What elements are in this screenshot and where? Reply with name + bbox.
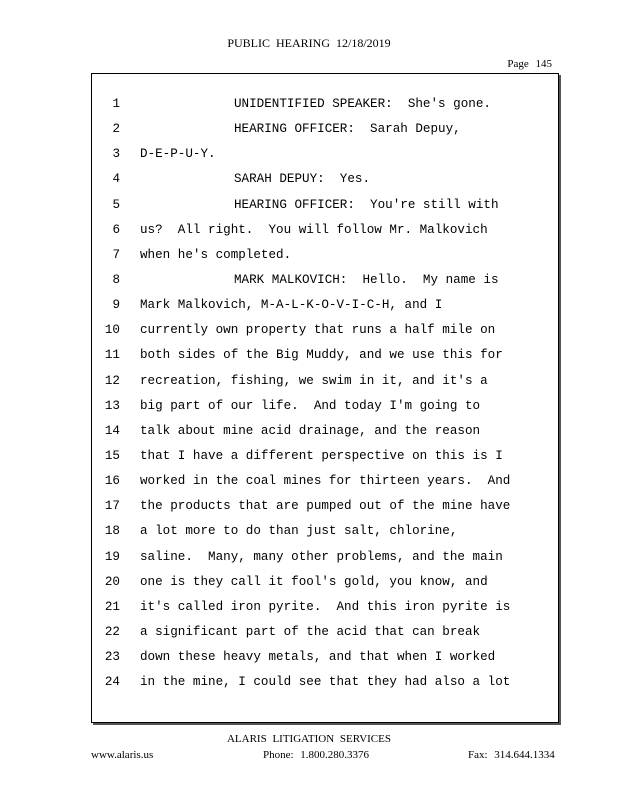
line-text: when he's completed. <box>140 247 292 262</box>
transcript-line <box>92 142 558 167</box>
line-number: 24 <box>104 675 120 690</box>
transcript-line <box>92 394 558 419</box>
line-text: one is they call it fool's gold, you know, and <box>140 574 488 589</box>
transcript-line <box>92 318 558 343</box>
footer-website: www.alaris.us <box>91 749 154 761</box>
line-text: Mark Malkovich, M-A-L-K-O-V-I-C-H, and I <box>140 298 443 313</box>
transcript-line <box>92 444 558 469</box>
line-text: talk about mine acid drainage, and the reason <box>140 423 481 438</box>
line-number: 12 <box>104 373 120 388</box>
line-number: 13 <box>104 398 120 413</box>
line-number: 4 <box>112 172 120 187</box>
line-text: a lot more to do than just salt, chlorine, <box>140 524 458 539</box>
line-number: 15 <box>104 448 120 463</box>
line-text: HEARING OFFICER: Sarah Depuy, <box>234 122 461 137</box>
line-text: that I have a different perspective on this is I <box>140 448 503 463</box>
line-number: 20 <box>104 574 120 589</box>
transcript-line <box>92 645 558 670</box>
line-number: 22 <box>104 624 120 639</box>
line-text: us? All right. You will follow Mr. Malkovich <box>140 222 488 237</box>
transcript-line <box>92 519 558 544</box>
transcript-line <box>92 620 558 645</box>
line-text: saline. Many, many other problems, and the main <box>140 549 503 564</box>
line-text: MARK MALKOVICH: Hello. My name is <box>234 272 499 287</box>
transcript-line <box>92 670 558 695</box>
line-text: in the mine, I could see that they had also a lot <box>140 675 511 690</box>
transcript-line <box>92 193 558 218</box>
line-text: currently own property that runs a half mile on <box>140 323 496 338</box>
header-title: PUBLIC HEARING 12/18/2019 <box>227 36 391 50</box>
line-number: 7 <box>112 247 120 262</box>
line-number: 14 <box>104 423 120 438</box>
line-number: 9 <box>112 298 120 313</box>
line-number: 21 <box>104 599 120 614</box>
line-number: 11 <box>104 348 120 363</box>
line-text: it's called iron pyrite. And this iron pyrite is <box>140 599 511 614</box>
footer-company: ALARIS LITIGATION SERVICES <box>226 733 391 745</box>
line-text: big part of our life. And today I'm going to <box>140 398 481 413</box>
line-number: 23 <box>104 650 120 665</box>
transcript-line <box>92 343 558 368</box>
line-text: a significant part of the acid that can break <box>140 624 481 639</box>
line-text: both sides of the Big Muddy, and we use this for <box>140 348 503 363</box>
line-number: 17 <box>104 499 120 514</box>
transcript-line <box>92 218 558 243</box>
transcript-line <box>92 494 558 519</box>
transcript-line <box>92 469 558 494</box>
footer-fax: Fax: 314.644.1334 <box>468 749 555 761</box>
transcript-lines <box>92 92 558 695</box>
line-number: 5 <box>112 197 120 212</box>
line-number: 1 <box>112 97 120 111</box>
transcript-line <box>92 167 558 192</box>
line-number: 3 <box>112 147 120 162</box>
line-number: 19 <box>104 549 120 564</box>
transcript-line <box>92 419 558 444</box>
transcript-frame <box>91 73 559 723</box>
line-text: down these heavy metals, and that when I worked <box>140 650 496 665</box>
line-text: HEARING OFFICER: You're still with <box>234 197 499 212</box>
line-number: 18 <box>104 524 120 539</box>
line-text: SARAH DEPUY: Yes. <box>234 172 371 187</box>
line-text: the products that are pumped out of the mine have <box>140 499 511 514</box>
line-text: recreation, fishing, we swim in it, and it's a <box>140 373 488 388</box>
line-number: 6 <box>112 222 120 237</box>
transcript-line <box>92 293 558 318</box>
line-number: 10 <box>104 323 120 338</box>
transcript-line <box>92 595 558 620</box>
transcript-line <box>92 545 558 570</box>
transcript-line <box>92 369 558 394</box>
line-number: 2 <box>112 122 120 137</box>
transcript-line <box>92 117 558 142</box>
page-number: Page 145 <box>507 58 552 70</box>
footer-phone: Phone: 1.800.280.3376 <box>263 749 370 761</box>
line-number: 8 <box>112 272 120 287</box>
line-text: worked in the coal mines for thirteen years. And <box>140 474 511 489</box>
line-number: 16 <box>104 474 120 489</box>
transcript-line <box>92 243 558 268</box>
line-text: UNIDENTIFIED SPEAKER: She's gone. <box>234 97 491 111</box>
line-text: D-E-P-U-Y. <box>140 147 216 162</box>
transcript-line <box>92 570 558 595</box>
transcript-line <box>92 268 558 293</box>
transcript-line <box>92 92 558 117</box>
